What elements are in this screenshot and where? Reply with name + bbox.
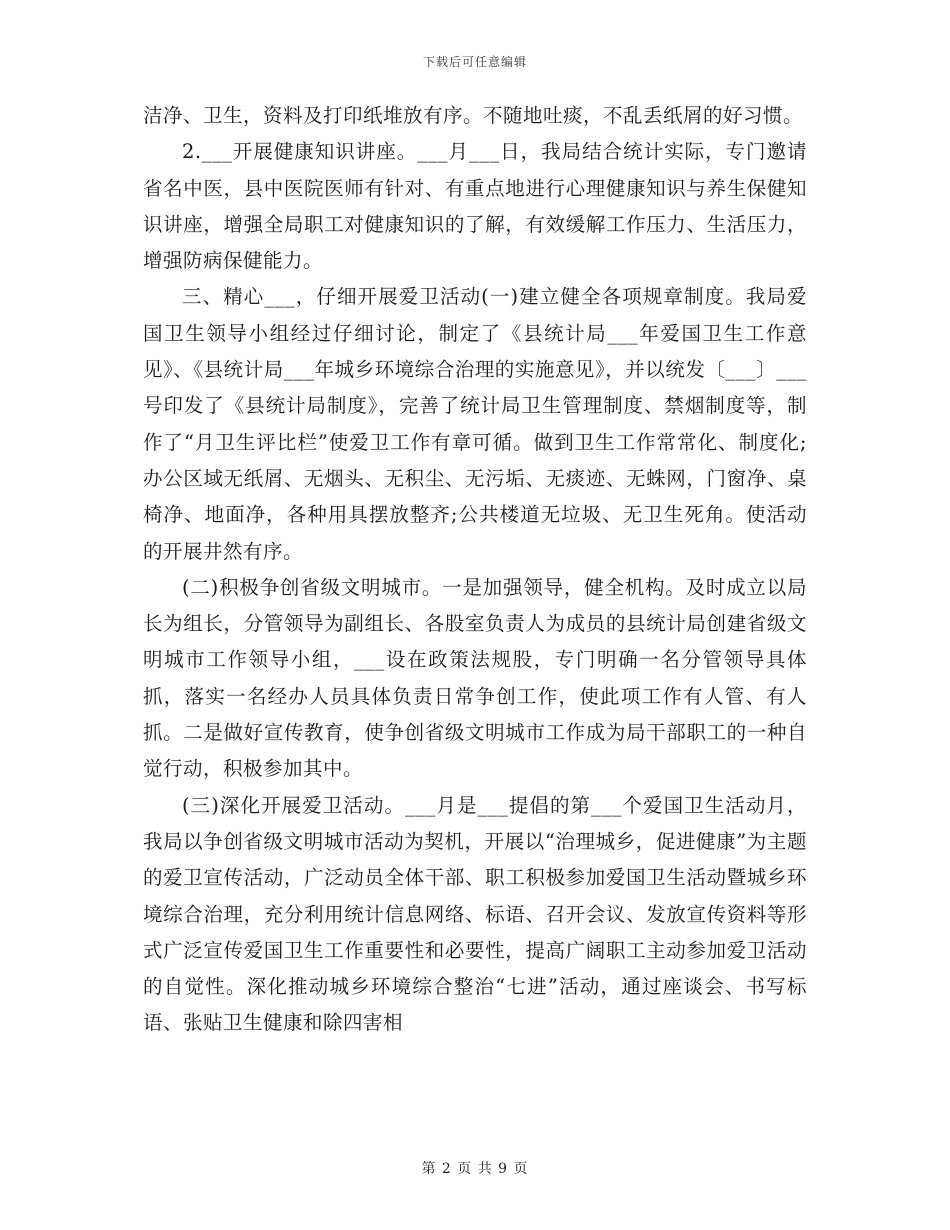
paragraph-civilized-city: (二)积极争创省级文明城市。一是加强领导，健全机构。及时成立以局长为组长，分管领导为副组长、各股室负责人为成员的县统计局创建省级文明城市工作领导小组，___设在政策法规股，专门明确一名分管领导具体抓，落实一名经办人员具体负责日常争创工作，使此项工作有人管、有人抓。二是做好宣传教育，使争创省级文明城市工作成为局干部职工的一种自觉行动，积极参加其中。 bbox=[143, 575, 807, 781]
paragraph-health-lecture: 2.___开展健康知识讲座。___月___日，我局结合统计实际，专门邀请省名中医，县中医院医师有针对、有重点地进行心理健康知识与养生保健知识讲座，增强全局职工对健康知识的了解，有效缓解工作压力、生活压力，增强防病保健能力。 bbox=[143, 140, 807, 273]
paragraph-rules-system: 三、精心___，仔细开展爱卫活动(一)建立健全各项规章制度。我局爱国卫生领导小组经过仔细讨论，制定了《县统计局___年爱国卫生工作意见》、《县统计局___年城乡环境综合治理的实施意见》，并以统发〔___〕___号印发了《县统计局制度》，完善了统计局卫生管理制度、禁烟制度等，制作了“月卫生评比栏”使爱卫工作有章可循。做到卫生工作常常化、制度化;办公区域无纸屑、无烟头、无积尘、无污垢、无痰迹、无蛛网，门窗净、桌椅净、地面净，各种用具摆放整齐;公共楼道无垃圾、无卫生死角。使活动的开展井然有序。 bbox=[143, 285, 807, 563]
paragraph-continuation: 洁净、卫生，资料及打印纸堆放有序。不随地吐痰，不乱丢纸屑的好习惯。 bbox=[143, 104, 804, 127]
page-header: 下载后可任意编辑 bbox=[422, 55, 527, 69]
page-footer: 第 2 页 共 9 页 bbox=[421, 1161, 529, 1177]
document-body bbox=[143, 98, 807, 1042]
paragraph-hygiene-activity: (三)深化开展爱卫活动。___月是___提倡的第___个爱国卫生活动月，我局以争创省级文明城市活动为契机，开展以“治理城乡，促进健康”为主题的爱卫宣传活动，广泛动员全体干部、职工积极参加爱国卫生活动暨城乡环境综合治理，充分利用统计信息网络、标语、召开会议、发放宣传资料等形式广泛宣传爱国卫生工作重要性和必要性，提高广阔职工主动参加爱卫活动的自觉性。深化推动城乡环境综合整治“七进”活动，通过座谈会、书写标语、张贴卫生健康和除四害相 bbox=[143, 793, 807, 1035]
